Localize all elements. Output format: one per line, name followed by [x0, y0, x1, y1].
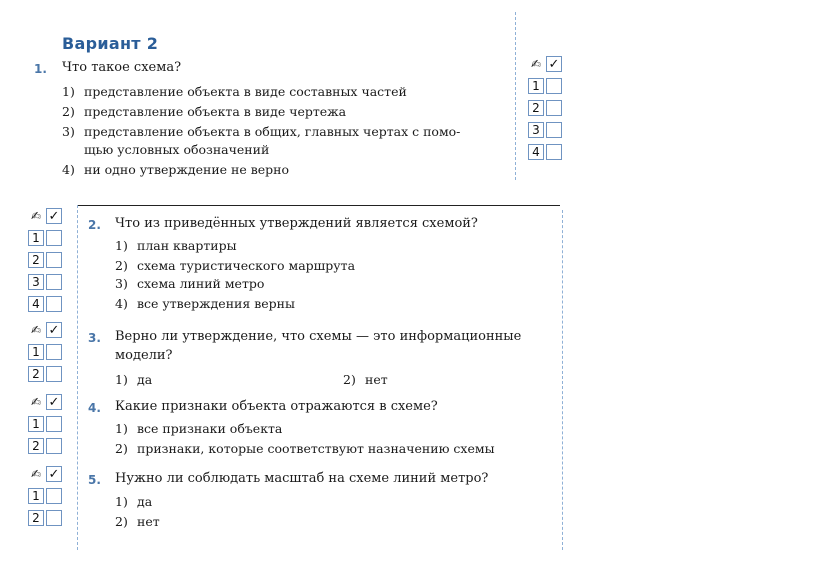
answer-box-1[interactable] — [46, 344, 62, 360]
check-icon: ✓ — [46, 394, 62, 410]
answer-box-4[interactable] — [546, 144, 562, 160]
answer-label-2: 2 — [28, 510, 44, 526]
section-divider-1 — [515, 12, 516, 180]
answer-label-1: 1 — [28, 488, 44, 504]
question-3-text-cont: модели? — [115, 348, 173, 363]
q1-option-3-cont: щью условных обозначений — [84, 142, 270, 157]
answer-label-2: 2 — [28, 252, 44, 268]
answer-box-3[interactable] — [546, 122, 562, 138]
answer-label-2: 2 — [28, 438, 44, 454]
answer-box-3[interactable] — [46, 274, 62, 290]
section-divider-3 — [562, 210, 563, 550]
question-4-text: Какие признаки объекта отражаются в схеме? — [115, 399, 438, 414]
answer-box-1[interactable] — [46, 230, 62, 246]
answer-grid-q5 — [28, 466, 64, 532]
question-5-number: 5. — [88, 473, 101, 487]
check-icon: ✓ — [46, 322, 62, 338]
q4-option-2: 2) признаки, которые соответствуют назначению схемы — [115, 441, 495, 456]
answer-box-2[interactable] — [46, 438, 62, 454]
variant-title: Вариант 2 — [62, 34, 159, 53]
q1-option-4: 4) ни одно утверждение не верно — [62, 162, 290, 177]
q5-option-2: 2) нет — [115, 514, 160, 529]
q2-option-1: 1) план квартиры — [115, 238, 237, 253]
answer-box-1[interactable] — [46, 488, 62, 504]
question-4-number: 4. — [88, 401, 101, 415]
answer-box-2[interactable] — [46, 510, 62, 526]
q3-option-1: 1) да — [115, 372, 153, 387]
q1-option-2: 2) представление объекта в виде чертежа — [62, 104, 347, 119]
pencil-icon: ✍ — [28, 208, 44, 224]
q1-option-3: 3) представление объекта в общих, главных чертах с помо- — [62, 124, 461, 139]
answer-grid-q1 — [528, 56, 564, 166]
answer-label-1: 1 — [28, 344, 44, 360]
answer-box-1[interactable] — [46, 416, 62, 432]
answer-box-1[interactable] — [546, 78, 562, 94]
q1-option-1: 1) представление объекта в виде составных частей — [62, 84, 407, 99]
q3-option-2: 2) нет — [343, 372, 388, 387]
answer-label-4: 4 — [28, 296, 44, 312]
question-1-number: 1. — [34, 62, 47, 76]
answer-label-3: 3 — [28, 274, 44, 290]
answer-grid-q2 — [28, 208, 64, 318]
answer-label-4: 4 — [528, 144, 544, 160]
answer-label-1: 1 — [28, 416, 44, 432]
question-5-text: Нужно ли соблюдать масштаб на схеме линий метро? — [115, 471, 489, 486]
answer-box-2[interactable] — [546, 100, 562, 116]
answer-grid-q4 — [28, 394, 64, 460]
check-icon: ✓ — [46, 466, 62, 482]
check-icon: ✓ — [546, 56, 562, 72]
answer-label-1: 1 — [528, 78, 544, 94]
question-3-text: Верно ли утверждение, что схемы — это информационные — [115, 329, 522, 344]
answer-label-3: 3 — [528, 122, 544, 138]
section-divider-2 — [77, 205, 78, 550]
q2-option-3: 3) схема линий метро — [115, 276, 265, 291]
q2-option-4: 4) все утверждения верны — [115, 296, 295, 311]
answer-grid-q3 — [28, 322, 64, 388]
q5-option-1: 1) да — [115, 494, 153, 509]
answer-box-2[interactable] — [46, 252, 62, 268]
check-icon: ✓ — [46, 208, 62, 224]
q2-option-2: 2) схема туристического маршрута — [115, 258, 356, 273]
pencil-icon: ✍ — [28, 466, 44, 482]
question-2-text: Что из приведённых утверждений является схемой? — [115, 216, 478, 231]
answer-label-2: 2 — [528, 100, 544, 116]
answer-box-2[interactable] — [46, 366, 62, 382]
question-1-text: Что такое схема? — [62, 60, 182, 75]
question-3-number: 3. — [88, 331, 101, 345]
pencil-icon: ✍ — [28, 322, 44, 338]
answer-label-2: 2 — [28, 366, 44, 382]
pencil-icon: ✍ — [528, 56, 544, 72]
q4-option-1: 1) все признаки объекта — [115, 421, 283, 436]
section-top-rule — [78, 205, 560, 206]
answer-label-1: 1 — [28, 230, 44, 246]
answer-box-4[interactable] — [46, 296, 62, 312]
pencil-icon: ✍ — [28, 394, 44, 410]
question-2-number: 2. — [88, 218, 101, 232]
